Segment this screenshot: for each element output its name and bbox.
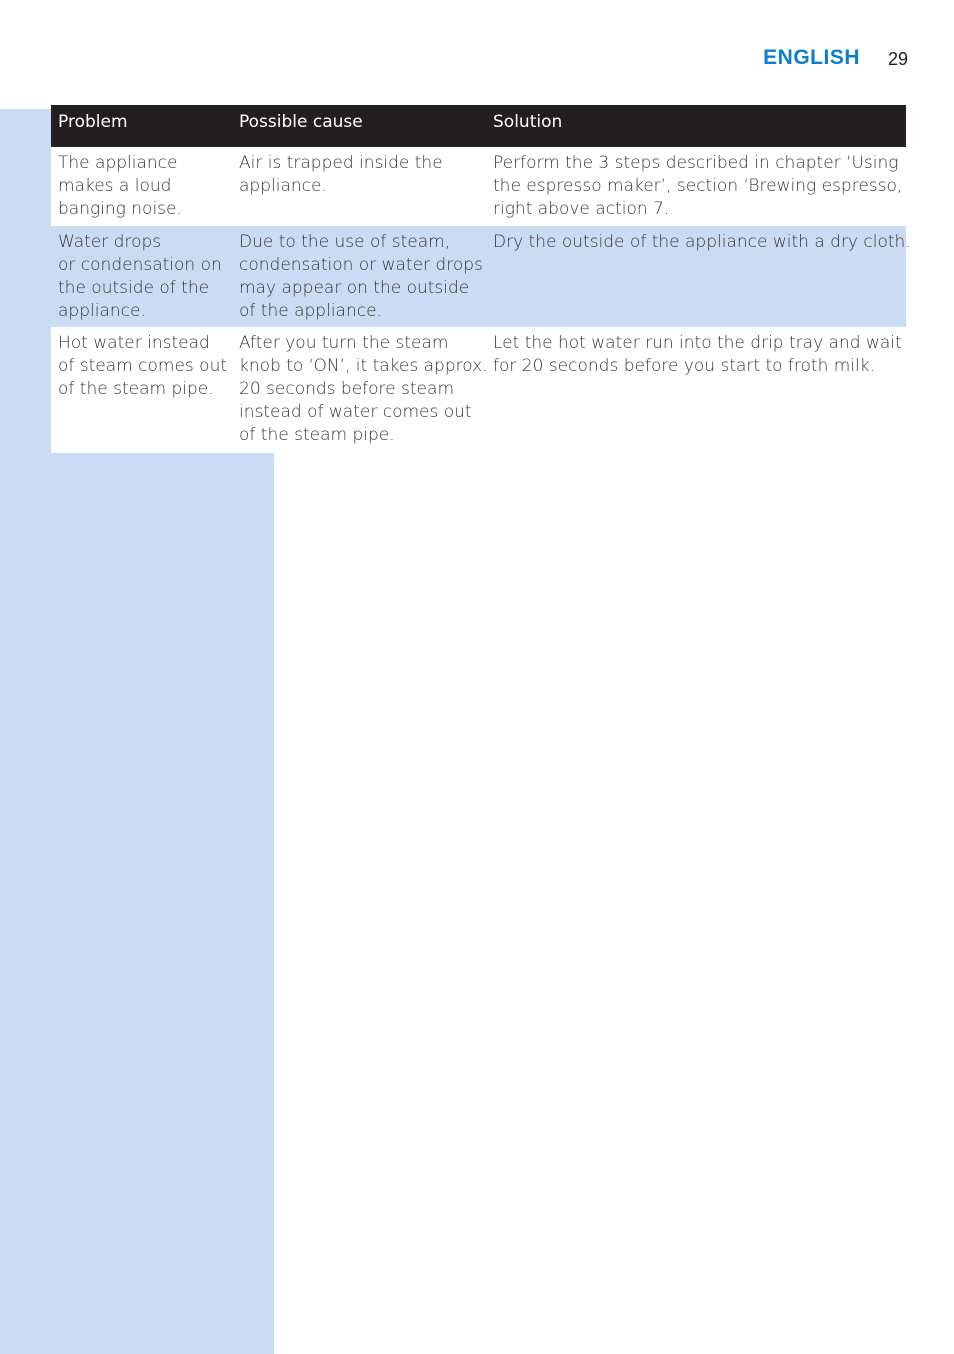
text-line: Let the hot water run into the drip tray and wait (493, 333, 902, 353)
table-row (51, 147, 906, 226)
text-line: of the steam pipe. (239, 425, 395, 445)
solution-cell (493, 231, 911, 254)
problem-cell (58, 152, 230, 221)
text-line: for 20 seconds before you start to froth milk. (493, 356, 876, 376)
language-heading: ENGLISH (763, 46, 860, 69)
text-line: of the appliance. (239, 301, 382, 321)
column-header-solution: Solution (493, 112, 563, 132)
troubleshooting-table (51, 105, 911, 453)
text-line: The appliance (58, 153, 178, 173)
cause-cell (239, 152, 485, 198)
text-line: or condensation on (58, 255, 222, 275)
text-line: Hot water instead (58, 333, 210, 353)
text-line: knob to ‘ON’, it takes approx. (239, 356, 488, 376)
text-line: of steam comes out (58, 356, 228, 376)
text-line: instead of water comes out (239, 402, 472, 422)
solution-cell (493, 152, 903, 221)
text-line: appliance. (239, 176, 327, 196)
table-row (51, 226, 911, 327)
column-header-possible-cause: Possible cause (239, 112, 363, 132)
table-row (51, 327, 906, 453)
problem-cell (58, 332, 230, 401)
text-line: appliance. (58, 301, 146, 321)
text-line: After you turn the steam (239, 333, 449, 353)
text-line: Due to the use of steam, (239, 232, 451, 252)
text-line: of the steam pipe. (58, 379, 214, 399)
column-header-problem: Problem (58, 112, 128, 132)
text-line: right above action 7. (493, 199, 670, 219)
page-number: 29 (887, 49, 908, 69)
table-header-row (51, 105, 906, 147)
text-line: Water drops (58, 232, 162, 252)
text-line: banging noise. (58, 199, 182, 219)
solution-cell (493, 332, 903, 378)
cause-cell (239, 332, 488, 447)
text-line: Dry the outside of the appliance with a dry cloth. (493, 232, 911, 252)
text-line: 20 seconds before steam (239, 379, 454, 399)
text-line: the outside of the (58, 278, 210, 298)
cause-cell (239, 231, 485, 323)
text-line: may appear on the outside (239, 278, 470, 298)
text-line: condensation or water drops (239, 255, 483, 275)
text-line: the espresso maker’, section ‘Brewing espresso, (493, 176, 903, 196)
text-line: Air is trapped inside the (239, 153, 443, 173)
problem-cell (58, 231, 230, 323)
text-line: Perform the 3 steps described in chapter ‘Using (493, 153, 899, 173)
text-line: makes a loud (58, 176, 172, 196)
